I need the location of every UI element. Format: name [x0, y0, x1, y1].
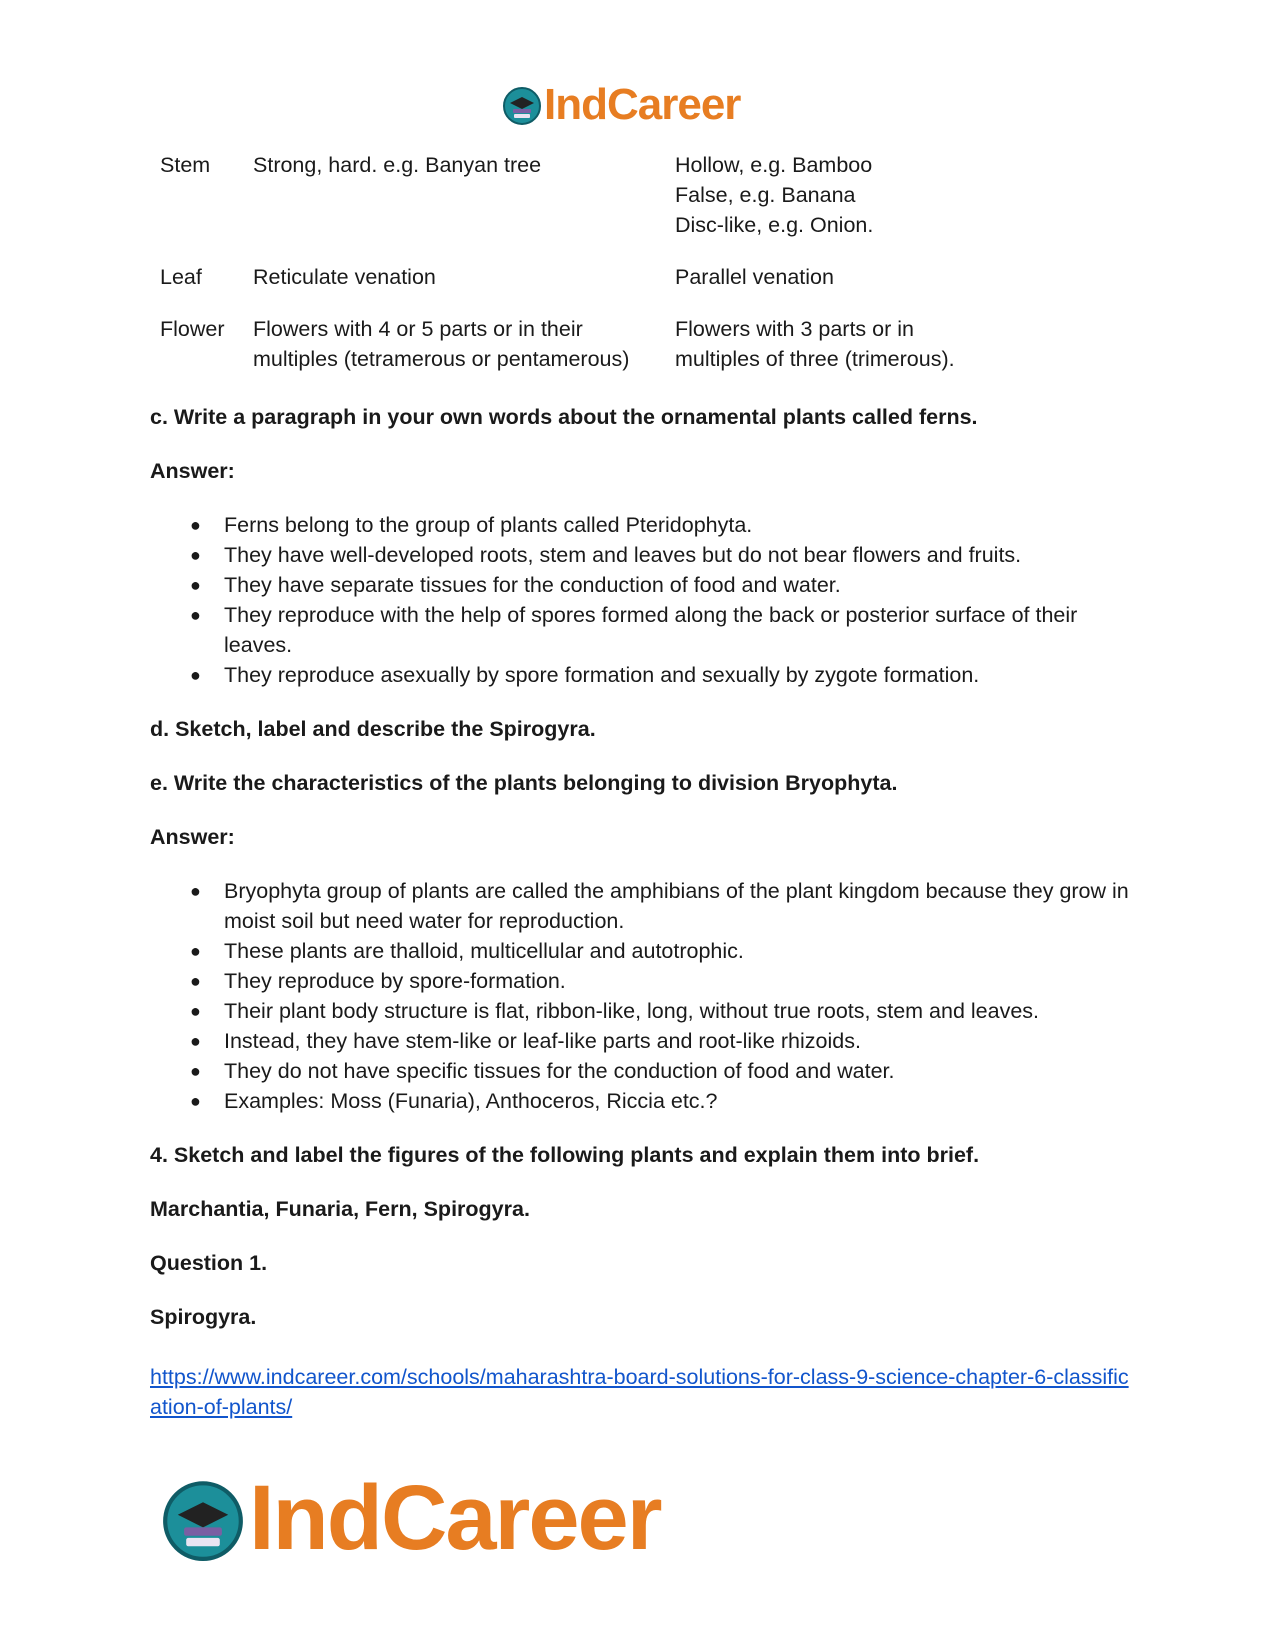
source-link[interactable]: https://www.indcareer.com/schools/maharashtra-board-solutions-for-class-9-science-chapter-6-classification-of-plants/: [150, 1365, 1129, 1419]
table-cell-line: False, e.g. Banana: [675, 183, 856, 207]
table-cell-line: Flowers with 4 or 5 parts or in their: [253, 317, 583, 341]
table-cell-line: Flowers with 3 parts or in: [675, 317, 914, 341]
answer-label: Answer:: [150, 459, 235, 483]
list-item: [190, 1056, 1150, 1086]
globe-graduation-cap-icon: [161, 1477, 245, 1561]
list-item-text: They have separate tissues for the conduction of food and water.: [224, 573, 841, 597]
ferns-answer-list: [150, 510, 1150, 690]
spirogyra-heading: Spirogyra.: [150, 1305, 257, 1329]
bullet-icon: ●: [190, 665, 201, 685]
list-item: [190, 1026, 1150, 1056]
bullet-icon: ●: [190, 941, 201, 961]
globe-graduation-cap-icon: [502, 85, 542, 125]
brand-wordmark: IndCareer: [249, 1467, 661, 1569]
table-cell-dicot: [243, 150, 665, 262]
list-item-text: Examples: Moss (Funaria), Anthoceros, Riccia etc.?: [224, 1089, 718, 1113]
table-cell-line: Hollow, e.g. Bamboo: [675, 153, 873, 177]
footer-logo: [161, 1466, 661, 1571]
list-item: [190, 570, 1150, 600]
list-item: [190, 600, 1150, 660]
bullet-icon: ●: [190, 1031, 201, 1051]
list-item: [190, 876, 1150, 936]
bullet-icon: ●: [190, 881, 201, 901]
bullet-icon: ●: [190, 1001, 201, 1021]
list-item-text: They do not have specific tissues for the conduction of food and water.: [224, 1059, 895, 1083]
table-cell-dicot: [243, 262, 665, 314]
bullet-icon: ●: [190, 545, 201, 565]
bullet-icon: ●: [190, 515, 201, 535]
list-item-text: They reproduce asexually by spore formation and sexually by zygote formation.: [224, 663, 980, 687]
table-cell-monocot: [665, 150, 1085, 262]
table-cell-label: Flower: [160, 317, 225, 341]
bullet-icon: ●: [190, 1061, 201, 1081]
comparison-table: [150, 150, 1085, 396]
list-item: [190, 540, 1150, 570]
question-e: e. Write the characteristics of the plants belonging to division Bryophyta.: [150, 771, 898, 795]
list-item-text: These plants are thalloid, multicellular and autotrophic.: [224, 939, 744, 963]
header-logo: [502, 80, 740, 130]
list-item: [190, 966, 1150, 996]
table-cell-line: Parallel venation: [675, 265, 834, 289]
table-cell-monocot: [665, 314, 1085, 396]
bullet-icon: ●: [190, 1091, 201, 1111]
table-cell-dicot: [243, 314, 665, 396]
list-item-text: They have well-developed roots, stem and leaves but do not bear flowers and fruits.: [224, 543, 1022, 567]
table-cell-line: Disc-like, e.g. Onion.: [675, 213, 874, 237]
list-item-text: They reproduce with the help of spores formed along the back or posterior surface of their leaves.: [224, 603, 1078, 657]
bullet-icon: ●: [190, 605, 201, 625]
answer-label: Answer:: [150, 825, 235, 849]
question-d: d. Sketch, label and describe the Spirogyra.: [150, 717, 596, 741]
bryophyta-answer-list: [150, 876, 1150, 1116]
table-cell-line: Strong, hard. e.g. Banyan tree: [253, 153, 542, 177]
list-item: [190, 660, 1150, 690]
document-body: [150, 150, 1150, 1422]
list-item: [190, 936, 1150, 966]
table-cell-label: Leaf: [160, 265, 202, 289]
table-cell-line: Reticulate venation: [253, 265, 436, 289]
list-item-text: They reproduce by spore-formation.: [224, 969, 566, 993]
list-item-text: Their plant body structure is flat, ribbon-like, long, without true roots, stem and leaves.: [224, 999, 1040, 1023]
table-row: [150, 314, 1085, 396]
list-item-text: Ferns belong to the group of plants called Pteridophyta.: [224, 513, 753, 537]
question-1-label: Question 1.: [150, 1251, 268, 1275]
list-item-text: Instead, they have stem-like or leaf-like parts and root-like rhizoids.: [224, 1029, 861, 1053]
table-row: [150, 262, 1085, 314]
list-item-text: Bryophyta group of plants are called the amphibians of the plant kingdom because they grow in moist soil but need water for reproduction.: [224, 879, 1129, 933]
list-item: [190, 1086, 1150, 1116]
plants-list: Marchantia, Funaria, Fern, Spirogyra.: [150, 1197, 530, 1221]
bullet-icon: ●: [190, 971, 201, 991]
table-row: [150, 150, 1085, 262]
bullet-icon: ●: [190, 575, 201, 595]
list-item: [190, 996, 1150, 1026]
table-cell-label: Stem: [160, 153, 211, 177]
list-item: [190, 510, 1150, 540]
table-cell-line: multiples of three (trimerous).: [675, 347, 955, 371]
table-cell-line: multiples (tetramerous or pentamerous): [253, 347, 630, 371]
table-cell-monocot: [665, 262, 1085, 314]
brand-wordmark: IndCareer: [544, 80, 741, 129]
question-c: c. Write a paragraph in your own words about the ornamental plants called ferns.: [150, 405, 978, 429]
question-4: 4. Sketch and label the figures of the following plants and explain them into brief.: [150, 1143, 980, 1167]
